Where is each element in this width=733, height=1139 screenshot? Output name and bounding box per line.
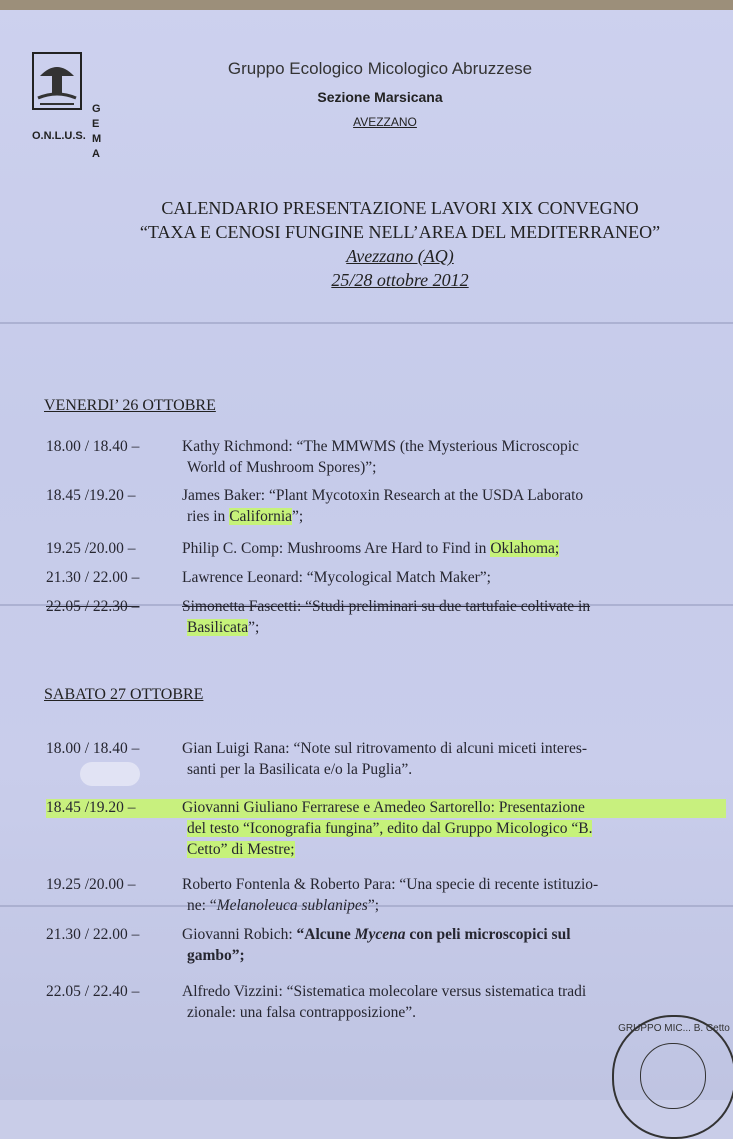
title-line-1: CALENDARIO PRESENTAZIONE LAVORI XIX CONVEGNO <box>161 198 639 218</box>
onlus-label: O.N.L.U.S. <box>32 130 86 142</box>
org-section: Sezione Marsicana <box>317 89 443 105</box>
schedule-item: 22.05 / 22.40 – Alfredo Vizzini: “Sistematica molecolare versus sistematica tradi zionale: una falsa contrapposizione”. <box>46 983 587 1021</box>
schedule-item: 21.30 / 22.00 – Lawrence Leonard: “Mycological Match Maker”; <box>46 569 491 586</box>
schedule-item: 21.30 / 22.00 – Giovanni Robich: “Alcune Mycena con peli microscopici sul gambo”; <box>46 926 571 964</box>
schedule-item: 18.00 / 18.40 – Gian Luigi Rana: “Note sul ritrovamento di alcuni miceti interes- santi per la Basilicata e/o la Puglia”. <box>46 740 588 778</box>
schedule-item: 22.05 / 22.30 – Simonetta Fascetti: “Studi preliminari su due tartufaie coltivate in Basilicata”; <box>46 598 591 636</box>
table-background-strip <box>0 0 733 10</box>
title-dates: 25/28 ottobre 2012 <box>331 270 469 290</box>
organization-stamp: GRUPPO MIC... B. Cetto <box>612 1015 733 1139</box>
org-name: Gruppo Ecologico Micologico Abruzzese <box>227 59 533 78</box>
schedule-item: 18.00 / 18.40 – Kathy Richmond: “The MMWMS (the Mysterious Microscopic World of Mushroom Spores)”; <box>46 438 579 476</box>
stamp-emblem-icon <box>640 1043 706 1109</box>
title-place: Avezzano (AQ) <box>346 246 454 266</box>
fold-crease <box>0 322 733 324</box>
gema-letters: G E M A <box>92 103 102 160</box>
title-line-2: “TAXA E CENOSI FUNGINE NELL’AREA DEL MEDITERRANEO” <box>139 222 661 242</box>
schedule-item: 19.25 /20.00 – Philip C. Comp: Mushrooms Are Hard to Find in Oklahoma; <box>46 540 560 557</box>
org-city: AVEZZANO <box>353 115 417 129</box>
gema-logo <box>30 50 110 160</box>
schedule-item: 18.45 /19.20 – James Baker: “Plant Mycotoxin Research at the USDA Laborato ries in California”; <box>46 487 584 525</box>
schedule-item: 18.45 /19.20 – Giovanni Giuliano Ferrarese e Amedeo Sartorello: Presentazione del testo “Iconografia fungina”, edito dal Gruppo Micologico “B. Cetto” di Mestre; <box>46 797 726 860</box>
schedule-item: 19.25 /20.00 – Roberto Fontenla & Roberto Para: “Una specie di recente istituzio- ne: “Melanoleuca sublanipes”; <box>46 876 599 914</box>
day-heading-friday: VENERDI’ 26 OTTOBRE <box>44 397 216 414</box>
day-heading-saturday: SABATO 27 OTTOBRE <box>44 686 204 703</box>
mushroom-logo-icon <box>32 52 82 110</box>
